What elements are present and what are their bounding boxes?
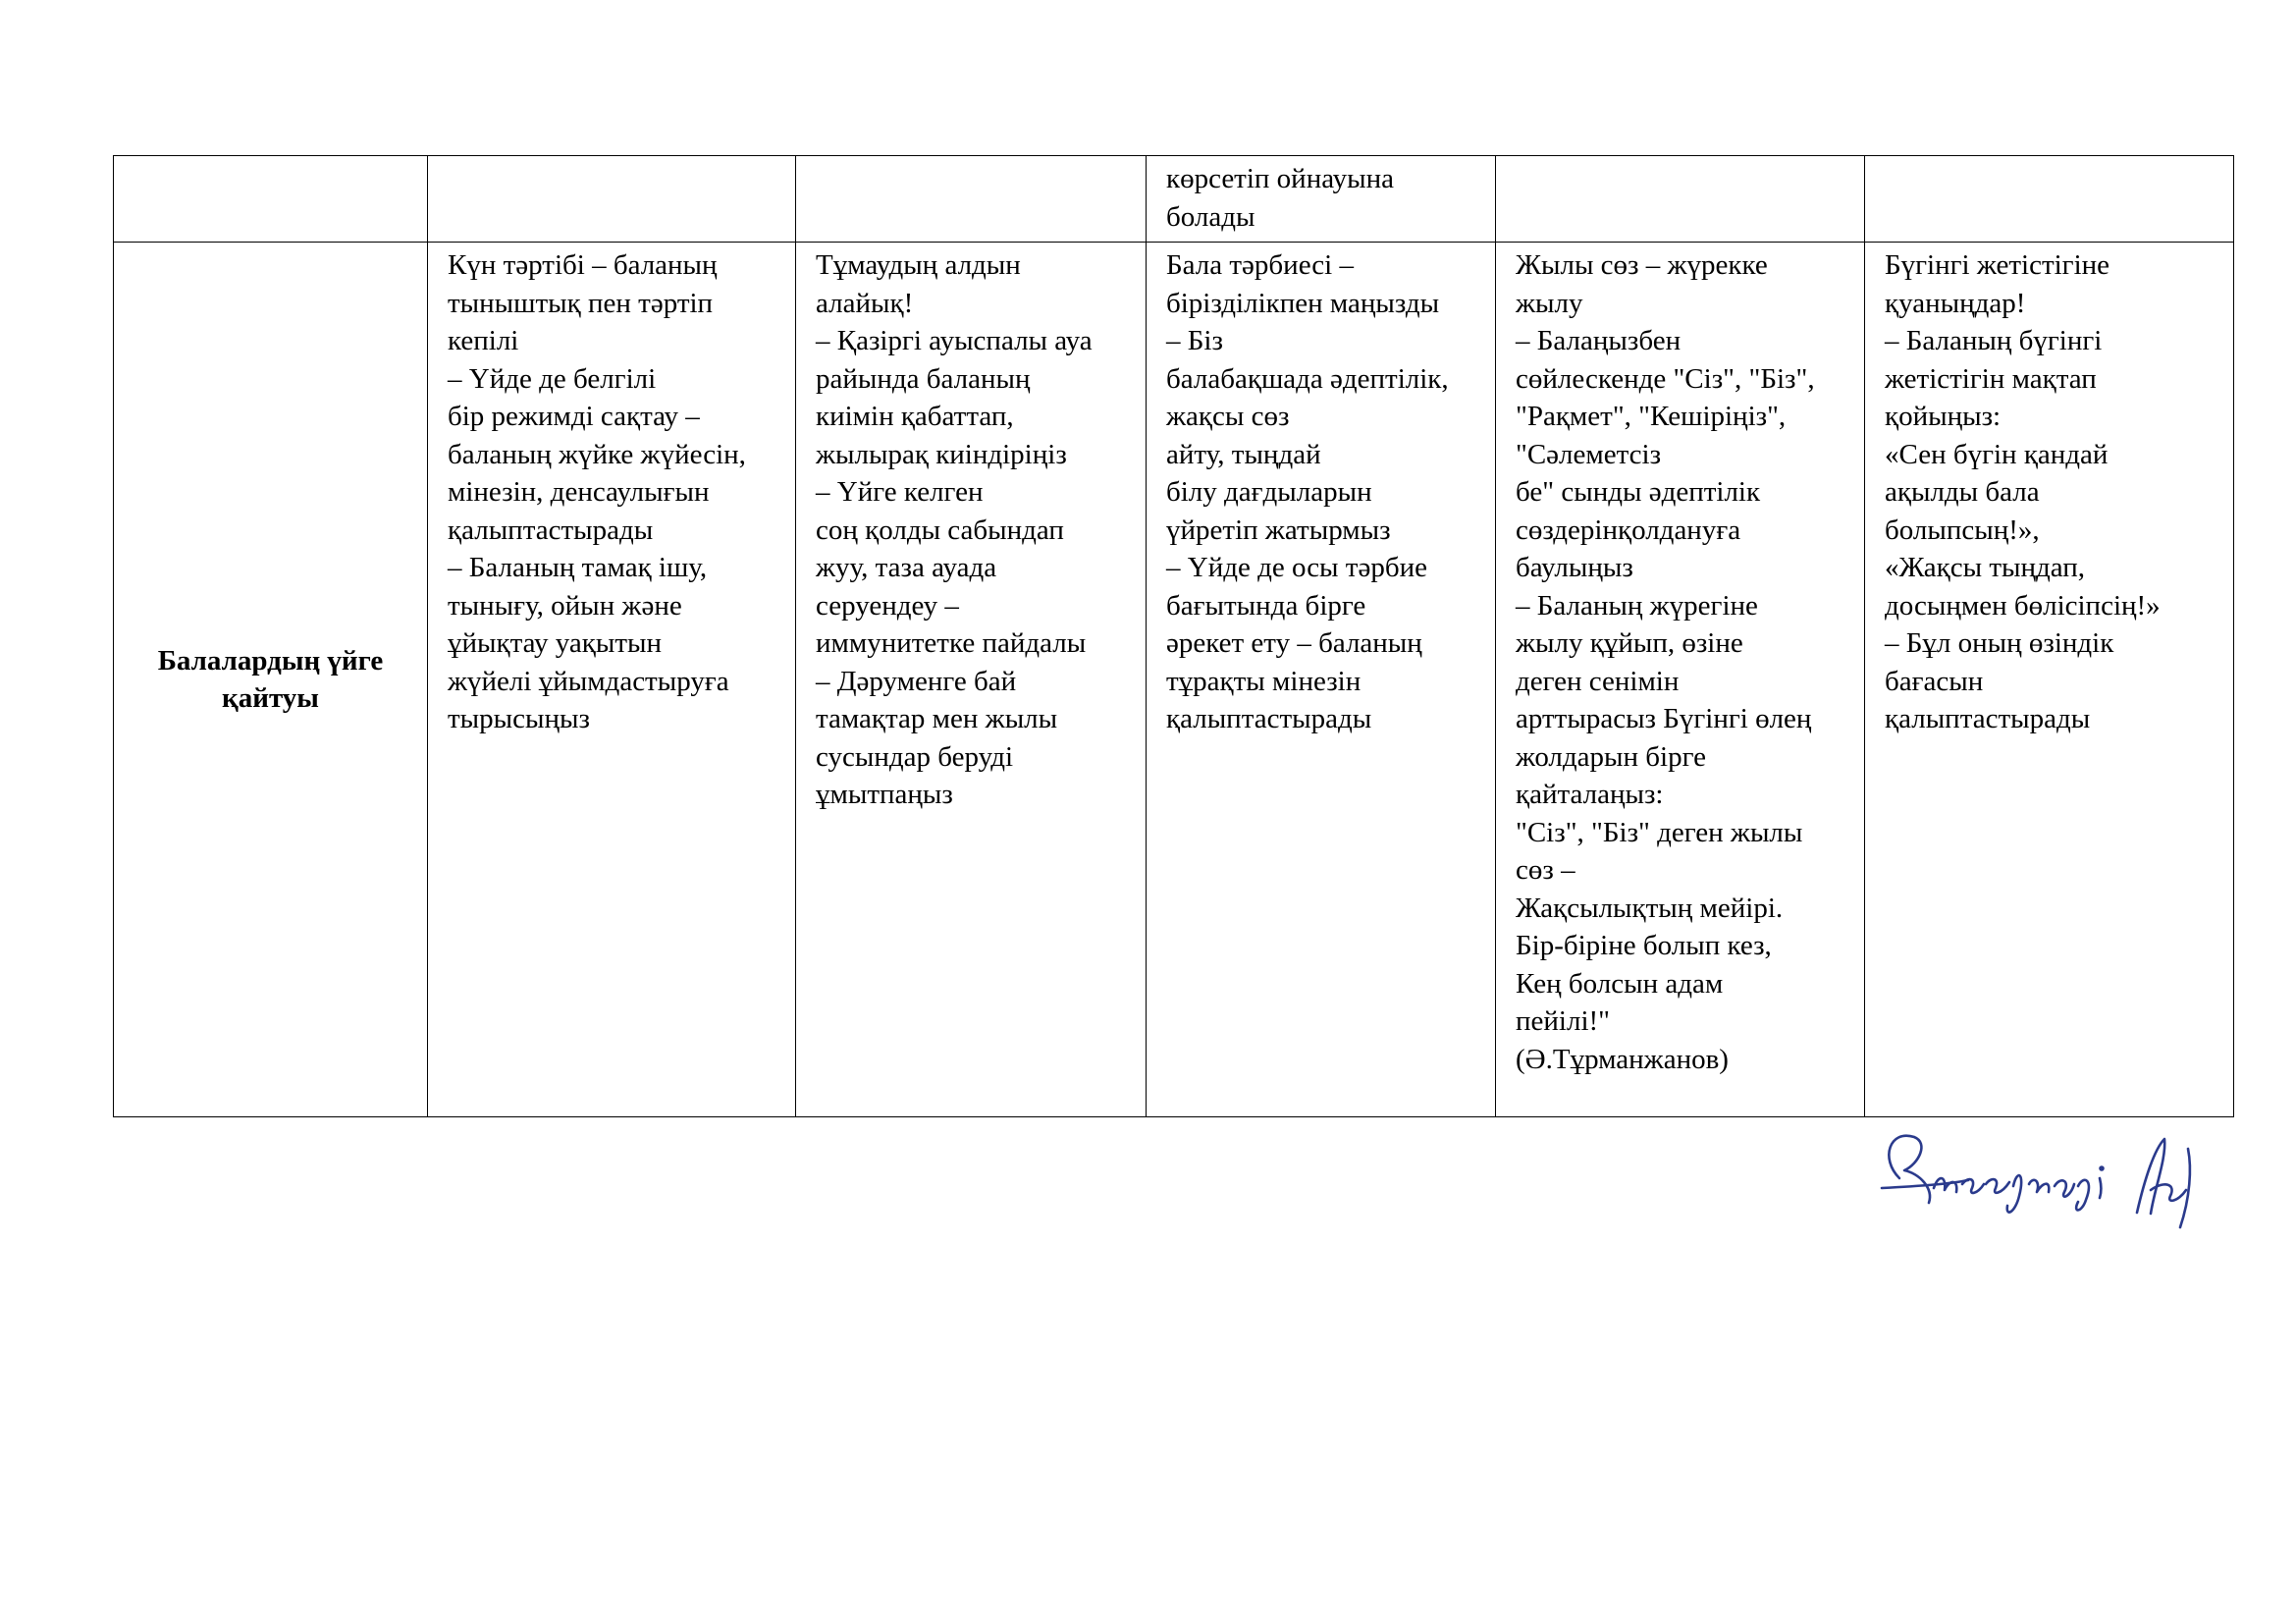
row-header-going-home: Балалардың үйге қайтуы [114, 243, 428, 1117]
cell-warm-words: Жылы сөз – жүрекке жылу – Балаңызбен сөйлескенде "Сіз", "Біз", "Рақмет", "Кешіріңіз", "Сәлеметсіз бе" сынды әдептілік сөздерінқолдануға баулыңыз – Баланың жүрегіне жылу құйып, өзіне деген сенімін арттырасыз Бүгінгі өлең жолдарын бірге қайталаңыз: "Сіз", "Біз" деген жылы сөз – Жақсылықтың мейірі. Бір-біріне болып кез, Кең болсын адам пейілі!" (Ә.Тұрманжанов) [1496, 243, 1865, 1117]
table-row-going-home [114, 243, 2234, 1117]
cell-achievements: Бүгінгі жетістігіне қуаныңдар! – Баланың бүгінгі жетістігін мақтап қойыңыз: «Сен бүгін қандай ақылды бала болыпсың!», «Жақсы тыңдап, досыңмен бөлісіпсің!» – Бұл оның өзіндік бағасын қалыптастырады [1865, 243, 2234, 1117]
cell-top-1 [114, 156, 428, 243]
cell-top-3 [796, 156, 1147, 243]
plan-table [113, 155, 2234, 1117]
handwritten-signature [1860, 1119, 2214, 1237]
cell-top-4: көрсетіп ойнауына болады [1147, 156, 1496, 243]
cell-flu-prevention: Тұмаудың алдын алайық! – Қазіргі ауыспалы ауа райында баланың киімін қабаттап, жылырақ киіндіріңіз – Үйге келген соң қолды сабындап жуу, таза ауада серуендеу – иммунитетке пайдалы – Дәруменге бай тамақтар мен жылы сусындар беруді ұмытпаңыз [796, 243, 1147, 1117]
cell-daily-routine: Күн тәртібі – баланың тыныштық пен тәртіп кепілі – Үйде де белгілі бір режимді сақтау – баланың жүйке жүйесін, мінезін, денсаулығын қалыптастырады – Баланың тамақ ішу, тынығу, ойын және ұйықтау уақытын жүйелі ұйымдастыруға тырысыңыз [428, 243, 796, 1117]
table-row-continued [114, 156, 2234, 243]
cell-upbringing: Бала тәрбиесі – бірізділікпен маңызды – Біз балабақшада әдептілік, жақсы сөз айту, тыңдай білу дағдыларын үйретіп жатырмыз – Үйде де осы тәрбие бағытында бірге әрекет ету – баланың тұрақты мінезін қалыптастырады [1147, 243, 1496, 1117]
cell-top-6 [1865, 156, 2234, 243]
cell-top-2 [428, 156, 796, 243]
cell-top-5 [1496, 156, 1865, 243]
